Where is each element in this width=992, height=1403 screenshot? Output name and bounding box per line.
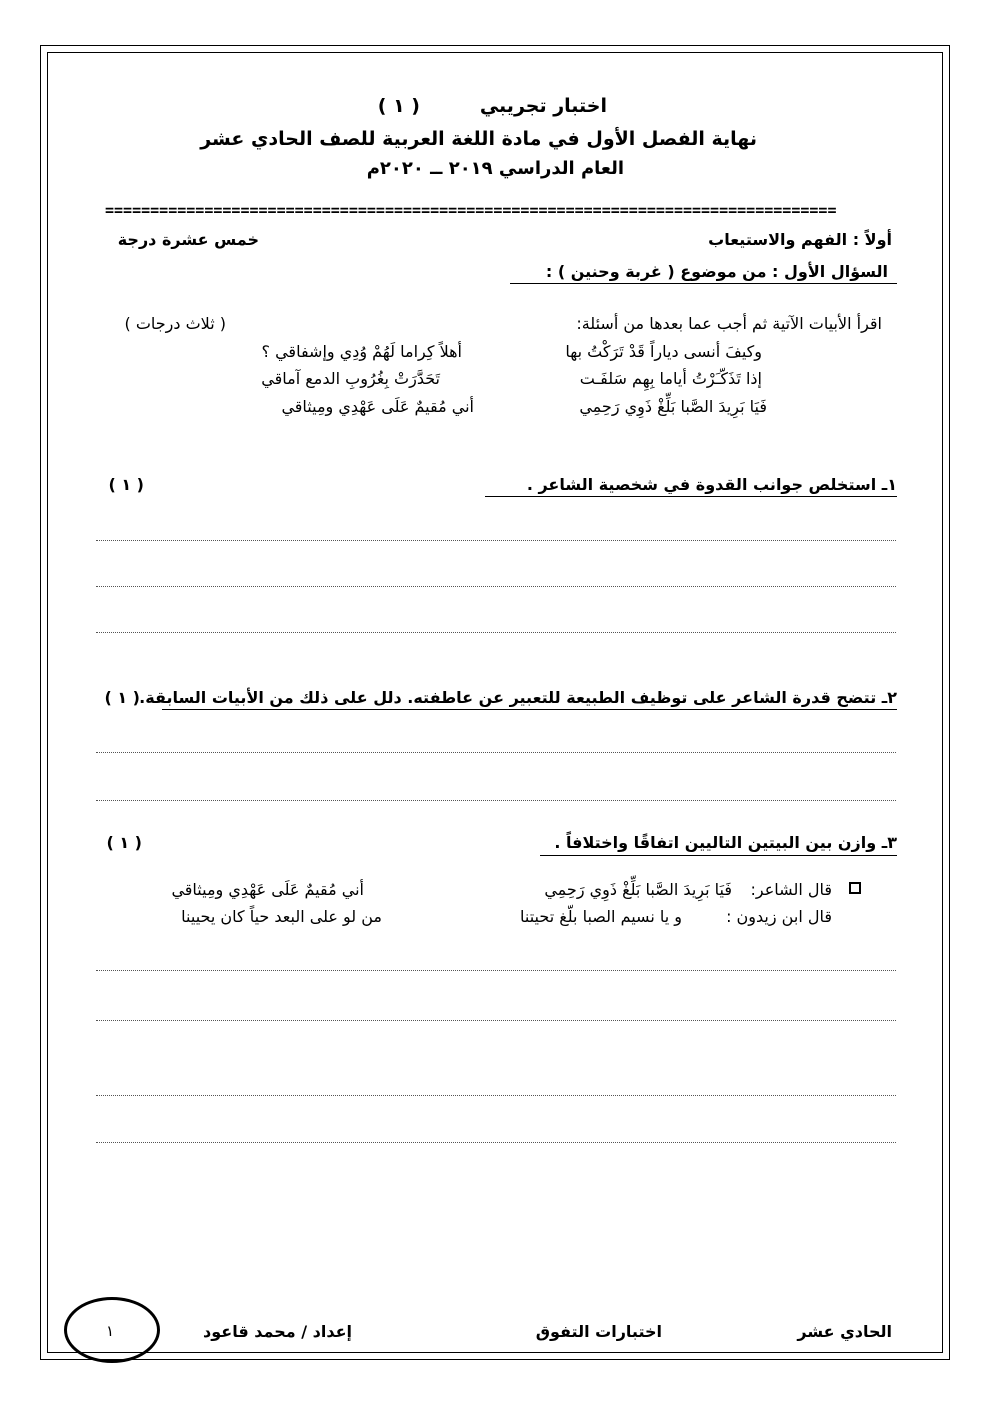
answer-line xyxy=(96,540,896,541)
question-1-text: ١ـ استخلص جوانب القدوة في شخصية الشاعر . xyxy=(526,475,897,494)
poem-line-2-right: إذا تَذَكّـَرْتُ أياما بِهِم سَلفَـت xyxy=(579,369,762,388)
answer-line xyxy=(96,1142,896,1143)
exam-subtitle: نهاية الفصل الأول في مادة اللغة العربية للصف الحادي عشر xyxy=(200,128,757,150)
question-2-text: ٢ـ تتضح قدرة الشاعر على توظيف الطبيعة للتعبير عن عاطفته. دلل على ذلك من الأبيات السابقة. xyxy=(139,688,897,707)
comparison-2-speaker: قال ابن زيدون : xyxy=(726,907,832,926)
exam-title: اختبار تجريبي xyxy=(479,95,607,117)
question-3-text: ٣ـ وازن بين البيتين التاليين اتفاقًا واختلافاً . xyxy=(554,833,897,852)
answer-line xyxy=(96,1020,896,1021)
answer-line xyxy=(96,752,896,753)
question-1-marks: ( ١ ) xyxy=(108,475,144,494)
answer-line xyxy=(96,586,896,587)
comparison-1-right: فَيَا بَرِيدَ الصَّبا بَلِّغْ ذَوِي رَحِمِي xyxy=(544,880,732,899)
poem-line-1-left: أهلاً كِراما لَهُمْ وُدِي وإشفاقي ؟ xyxy=(261,342,462,361)
exam-number: ( ١ ) xyxy=(377,95,420,117)
question-3-underline xyxy=(540,855,897,856)
instructions-text: اقرأ الأبيات الآتية ثم أجب عما بعدها من أسئلة: xyxy=(576,314,882,333)
page-number: ١ xyxy=(106,1322,115,1340)
comparison-2-left: من لو على البعد حياً كان يحيينا xyxy=(181,907,382,926)
section-title: أولاً : الفهم والاستيعاب xyxy=(708,230,892,249)
instructions-marks: ( ثلاث درجات ) xyxy=(124,314,226,333)
question-one-underline xyxy=(510,283,897,284)
answer-line xyxy=(96,970,896,971)
comparison-1-left: أني مُقيمٌ عَلَى عَهْدِي ومِيثاقي xyxy=(171,880,364,899)
poem-line-2-left: تَحَدَّرَتْ بِغُرُوبِ الدمع آماقي xyxy=(261,369,440,388)
question-2-underline xyxy=(162,709,897,710)
header-separator: ================================================================================= xyxy=(105,201,837,217)
footer-author: إعداد / محمد قاعود xyxy=(203,1322,352,1341)
question-2-marks: ( ١ ) xyxy=(104,688,140,707)
footer-series: اختبارات التفوق xyxy=(535,1322,662,1341)
poem-line-3-left: أني مُقيمٌ عَلَى عَهْدِي ومِيثاقي xyxy=(281,397,474,416)
academic-year: العام الدراسي ٢٠١٩ ــ ٢٠٢٠م xyxy=(366,158,624,179)
question-one-title: السؤال الأول : من موضوع ( غربة وحنين ) : xyxy=(545,262,888,281)
poem-line-3-right: فَيَا بَرِيدَ الصَّبا بَلِّغْ ذَوِي رَحِمِي xyxy=(579,397,767,416)
comparison-1-speaker: قال الشاعر: xyxy=(750,880,832,899)
comparison-2-right: و يا نسيم الصبا بلّغ تحيتنا xyxy=(520,907,682,926)
poem-line-1-right: وكيفَ أنسى دياراً قَدْ تَرَكْتُ بها xyxy=(565,342,762,361)
question-1-underline xyxy=(485,496,897,497)
answer-line xyxy=(96,1095,896,1096)
question-3-marks: ( ١ ) xyxy=(106,833,142,852)
checkbox-icon xyxy=(849,882,861,894)
footer-grade: الحادي عشر xyxy=(797,1322,892,1341)
answer-line xyxy=(96,800,896,801)
section-marks: خمس عشرة درجة xyxy=(117,230,259,249)
answer-line xyxy=(96,632,896,633)
